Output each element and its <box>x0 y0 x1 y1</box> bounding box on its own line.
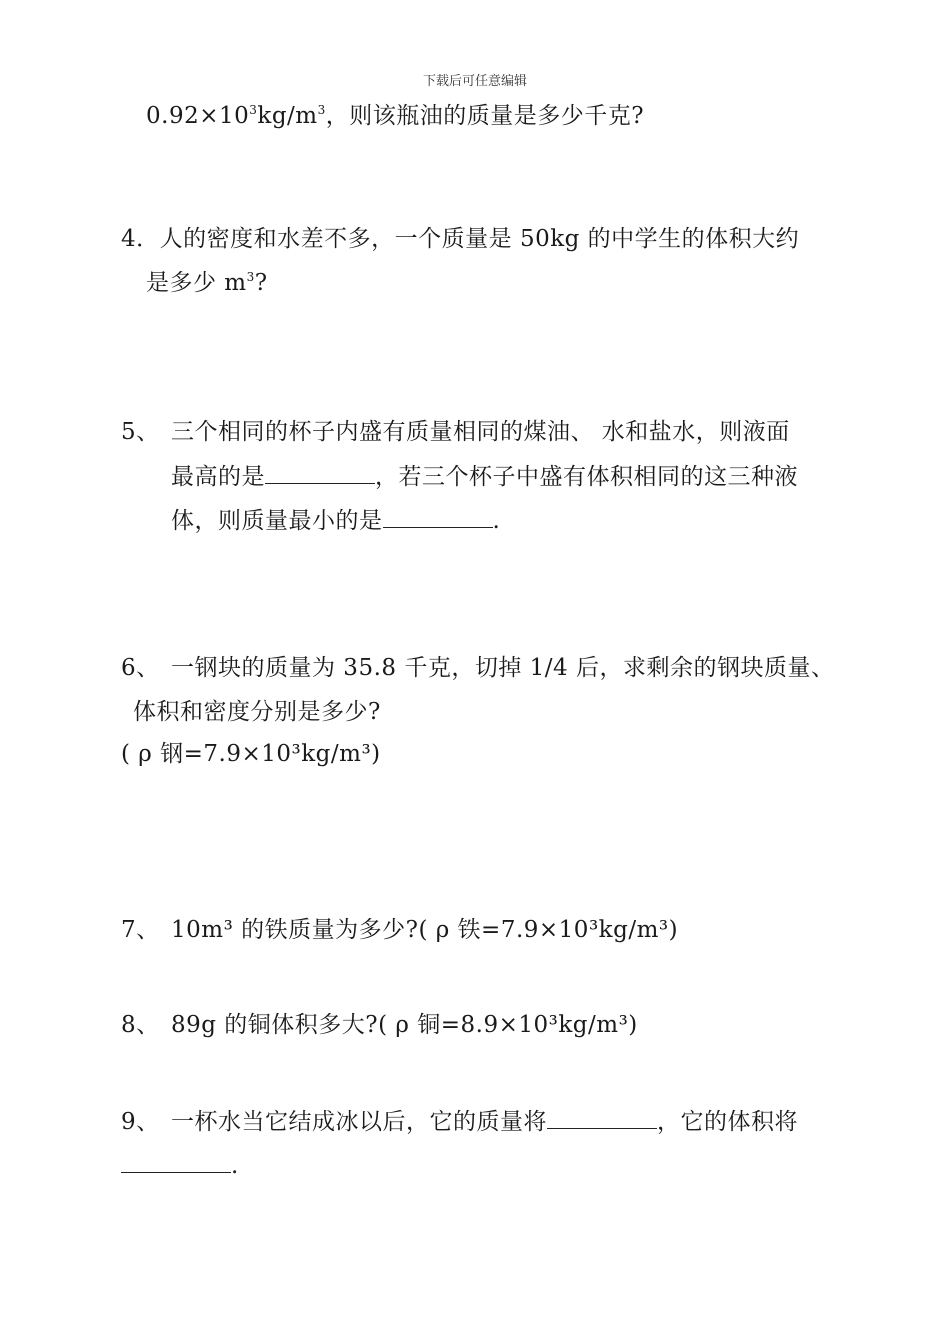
q3-text-c: ，则该瓶油的质量是多少千克? <box>325 103 645 129</box>
q9-line1-text-b: ，它的体积将 <box>657 1109 798 1135</box>
question-7 <box>121 915 678 945</box>
page-header: 下载后可任意编辑 <box>422 74 527 89</box>
q9-line1-text-a: 一杯水当它结成冰以后，它的质量将 <box>171 1109 547 1135</box>
q8-text: 89g 的铜体积多大?( ρ 铜=8.9×10³kg/m³) <box>171 1012 638 1038</box>
question-6-number: 6、 <box>121 655 160 681</box>
q3-text-a: 0.92×10 <box>146 103 250 129</box>
q5-line2-text-a: 最高的是 <box>171 464 265 490</box>
question-5-line-2 <box>171 461 798 492</box>
q4-sup: 3 <box>246 270 255 284</box>
answer-blank[interactable] <box>547 1106 657 1129</box>
q5-line2-text-b: ，若三个杯子中盛有体积相同的这三种液 <box>375 464 798 490</box>
question-9-line-2 <box>121 1150 239 1181</box>
question-5-number: 5、 <box>121 419 160 445</box>
q4-text-a: 是多少 m <box>146 270 247 296</box>
q5-line3-text-a: 体，则质量最小的是 <box>171 508 383 534</box>
q3-text-b: kg/m <box>257 103 318 129</box>
q7-text: 10m³ 的铁质量为多少?( ρ 铁=7.9×10³kg/m³) <box>171 917 679 943</box>
question-7-number: 7、 <box>121 917 160 943</box>
question-6-line-1 <box>121 653 834 683</box>
q4-text-b: ? <box>254 270 268 296</box>
question-6-line-3: ( ρ 钢=7.9×10³kg/m³) <box>121 741 381 767</box>
question-5-line-3 <box>171 505 500 536</box>
question-9-line-1 <box>121 1106 798 1137</box>
question-4-line-2 <box>146 268 268 298</box>
q3-sup: 3 <box>249 103 258 117</box>
answer-blank[interactable] <box>383 505 493 528</box>
question-5-line-1 <box>121 417 790 447</box>
q9-line2-text: . <box>231 1153 239 1179</box>
question-9-number: 9、 <box>121 1109 160 1135</box>
question-3-continuation <box>146 101 644 131</box>
question-8 <box>121 1010 638 1040</box>
question-4-line-1: 4．人的密度和水差不多，一个质量是 50kg 的中学生的体积大约 <box>121 226 800 252</box>
q3-sup-2: 3 <box>317 103 326 117</box>
q5-line3-text-b: . <box>492 508 501 534</box>
q6-line1-text: 一钢块的质量为 35.8 千克，切掉 1/4 后，求剩余的钢块质量、 <box>171 655 835 681</box>
answer-blank[interactable] <box>121 1150 231 1173</box>
question-8-number: 8、 <box>121 1012 160 1038</box>
question-6-line-2: 体积和密度分别是多少? <box>133 699 381 725</box>
answer-blank[interactable] <box>265 461 375 484</box>
q5-line1-text: 三个相同的杯子内盛有质量相同的煤油、 水和盐水，则液面 <box>171 419 790 445</box>
